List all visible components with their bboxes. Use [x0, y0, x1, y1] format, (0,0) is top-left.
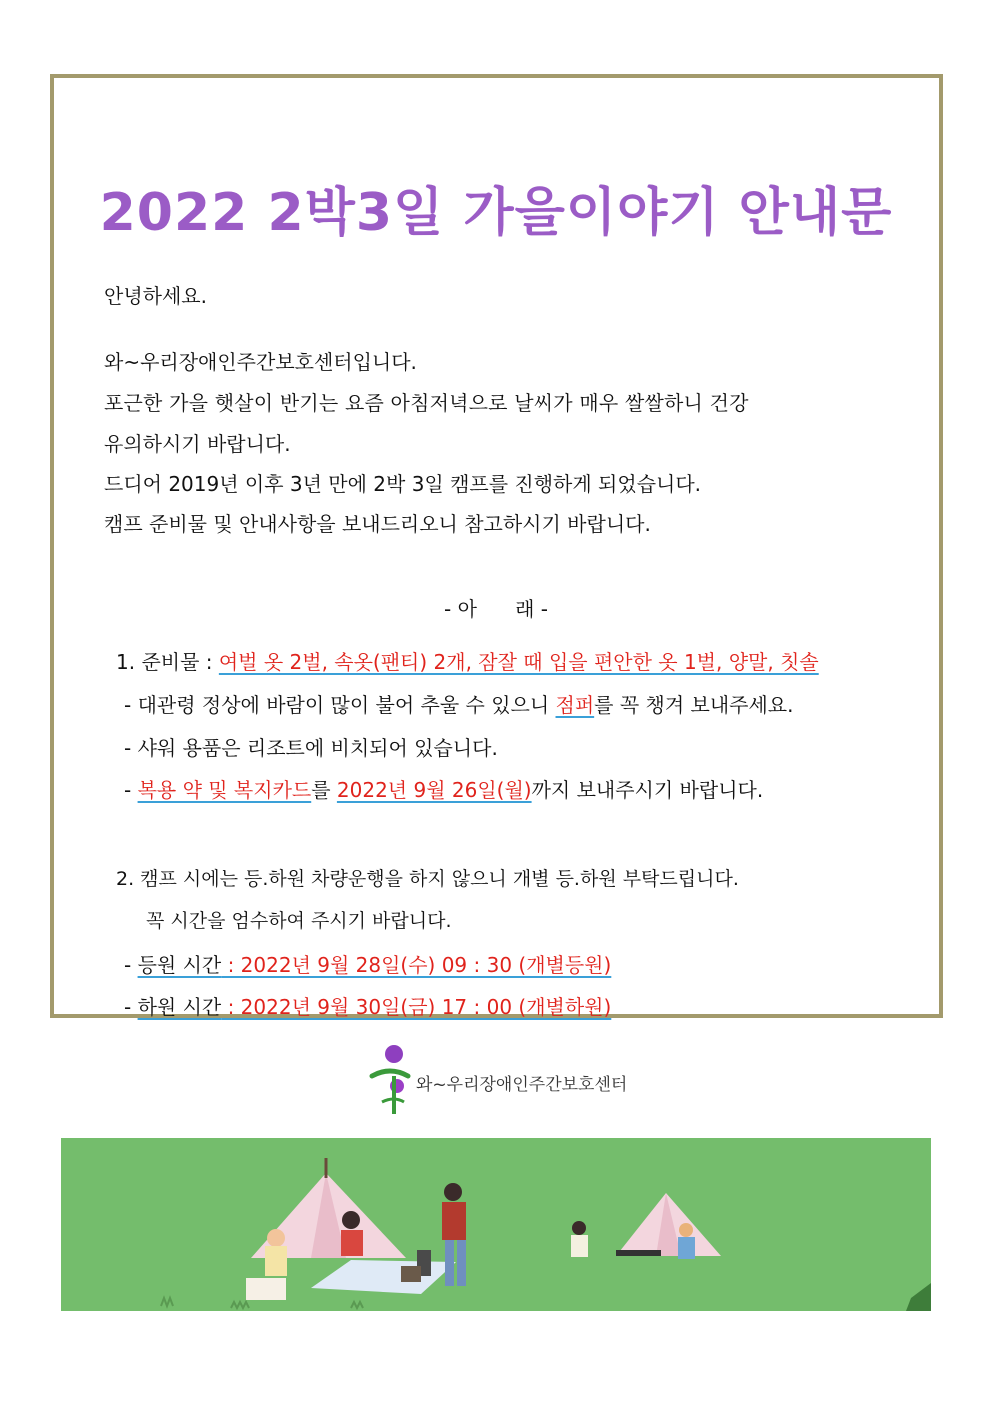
item2-line-1: 2. 캠프 시에는 등.하원 차량운행을 하지 않으니 개별 등.하원 부탁드립니다. — [116, 868, 739, 890]
flower-logo-icon — [368, 1044, 416, 1116]
camping-illustration-icon — [61, 1138, 931, 1311]
departure-time-line: - 하원 시간 : 2022년 9월 30일(금) 17 : 00 (개별하원) — [124, 995, 612, 1019]
item1-label: 1. 준비물 : — [116, 650, 219, 674]
intro-line-2: 포근한 가을 햇살이 반기는 요즘 아침저녁으로 날씨가 매우 쌀쌀하니 건강 — [104, 391, 749, 415]
item1-note-3: - 복용 약 및 복지카드를 2022년 9월 26일(월)까지 보내주시기 바랍니다. — [124, 778, 764, 802]
page-title: 2022 2박3일 가을이야기 안내문 — [99, 183, 893, 243]
intro-line-1: 와~우리장애인주간보호센터입니다. — [104, 350, 417, 374]
arrival-time-value: : 2022년 9월 28일(수) 09 : 30 (개별등원) — [221, 953, 612, 977]
intro-line-4: 드디어 2019년 이후 3년 만에 2박 3일 캠프를 진행하게 되었습니다. — [104, 472, 702, 496]
greeting: 안녕하세요. — [104, 284, 207, 308]
deadline-highlight: 2022년 9월 26일(월) — [336, 778, 532, 802]
item2-line-2: 꼭 시간을 엄수하여 주시기 바랍니다. — [146, 910, 452, 932]
item1-note-2: - 샤워 용품은 리조트에 비치되어 있습니다. — [124, 736, 498, 760]
camping-banner — [61, 1138, 931, 1311]
departure-time-value: : 2022년 9월 30일(금) 17 : 00 (개별하원) — [221, 995, 612, 1019]
intro-line-3: 유의하시기 바랍니다. — [104, 432, 291, 456]
jacket-highlight: 점퍼 — [555, 693, 595, 717]
intro-line-5: 캠프 준비물 및 안내사항을 보내드리오니 참고하시기 바랍니다. — [104, 512, 651, 536]
item1-note-1: - 대관령 정상에 바람이 많이 불어 추울 수 있으니 점퍼를 꼭 챙겨 보내주세요. — [124, 693, 794, 717]
item1-line — [116, 649, 819, 675]
item1-supplies: 여벌 옷 2벌, 속옷(팬티) 2개, 잠잘 때 입을 편안한 옷 1벌, 양말, 칫솔 — [218, 650, 819, 674]
medication-highlight: 복용 약 및 복지카드 — [137, 778, 312, 802]
arrival-time-line: - 등원 시간 : 2022년 9월 28일(수) 09 : 30 (개별등원) — [124, 953, 612, 977]
logo-text: 와~우리장애인주간보호센터 — [416, 1075, 628, 1095]
center-logo — [368, 1044, 628, 1116]
section-heading: - 아 래 - — [444, 597, 548, 621]
